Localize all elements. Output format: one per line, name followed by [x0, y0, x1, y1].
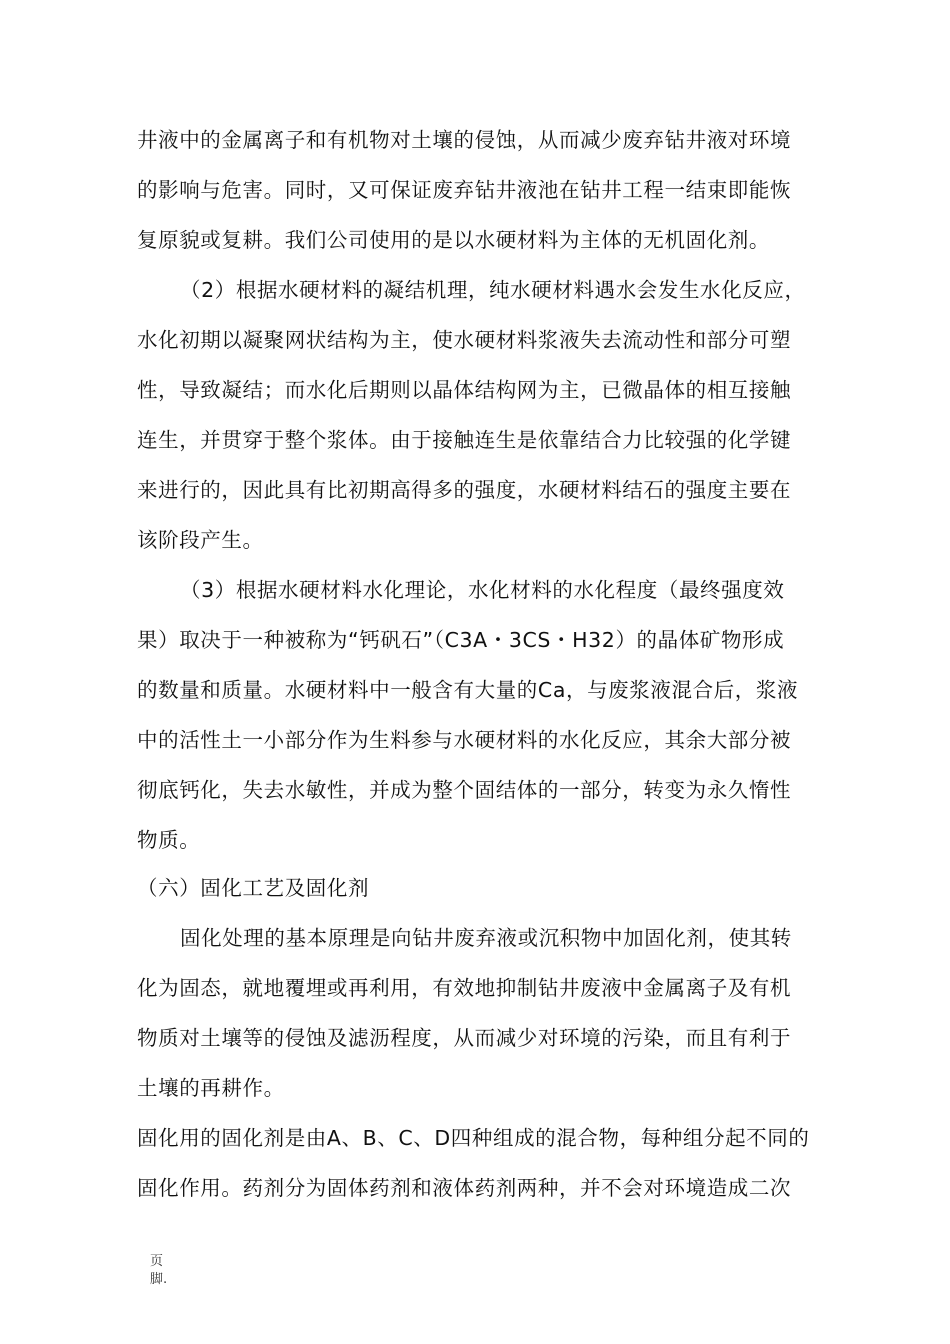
- text-line: 土壤的再耕作。: [137, 1076, 285, 1100]
- text-line: 物质对土壤等的侵蚀及滤沥程度，从而减少对环境的污染，而且有利于: [137, 1026, 792, 1050]
- text-line: 固化作用。药剂分为固体药剂和液体药剂两种，并不会对环境造成二次: [137, 1176, 792, 1200]
- text-line: 来进行的，因此具有比初期高得多的强度，水硬材料结石的强度主要在: [137, 478, 792, 502]
- text-line: 彻底钙化，失去水敏性，并成为整个固结体的一部分，转变为永久惰性: [137, 778, 792, 802]
- text-line: （2）根据水硬材料的凝结机理，纯水硬材料遇水会发生水化反应，: [180, 278, 806, 302]
- footer-line: 页: [150, 1254, 164, 1269]
- text-line: 固化处理的基本原理是向钻井废弃液或沉积物中加固化剂，使其转: [180, 926, 792, 950]
- text-line: 连生，并贯穿于整个浆体。由于接触连生是依靠结合力比较强的化学键: [137, 428, 792, 452]
- text-line: 化为固态，就地覆埋或再利用，有效地抑制钻井废液中金属离子及有机: [137, 976, 792, 1000]
- text-line: 中的活性土一小部分作为生料参与水硬材料的水化反应，其余大部分被: [137, 728, 792, 752]
- text-line: 水化初期以凝聚网状结构为主，使水硬材料浆液失去流动性和部分可塑: [137, 328, 792, 352]
- text-line: 固化用的固化剂是由A、B、C、D四种组成的混合物，每种组分起不同的: [137, 1126, 810, 1150]
- text-line: 的数量和质量。水硬材料中一般含有大量的Ca，与废浆液混合后，浆液: [137, 678, 799, 702]
- text-line: 果）取决于一种被称为“钙矾石”（C3A・3CS・H32）的晶体矿物形成: [137, 628, 785, 652]
- text-line: 复原貌或复耕。我们公司使用的是以水硬材料为主体的无机固化剂。: [137, 228, 770, 252]
- footer-line: 脚.: [150, 1272, 168, 1287]
- text-line: 物质。: [137, 828, 201, 852]
- text-line: （3）根据水硬材料水化理论，水化材料的水化程度（最终强度效: [180, 578, 785, 602]
- text-line: 该阶段产生。: [137, 528, 264, 552]
- text-line: 井液中的金属离子和有机物对土壤的侵蚀，从而减少废弃钻井液对环境: [137, 128, 792, 152]
- page-footer: [150, 1253, 167, 1289]
- text-line: 性，导致凝结；而水化后期则以晶体结构网为主，已微晶体的相互接触: [137, 378, 792, 402]
- text-line: 的影响与危害。同时，又可保证废弃钻井液池在钻井工程一结束即能恢: [137, 178, 792, 202]
- section-heading: （六）固化工艺及固化剂: [137, 876, 370, 900]
